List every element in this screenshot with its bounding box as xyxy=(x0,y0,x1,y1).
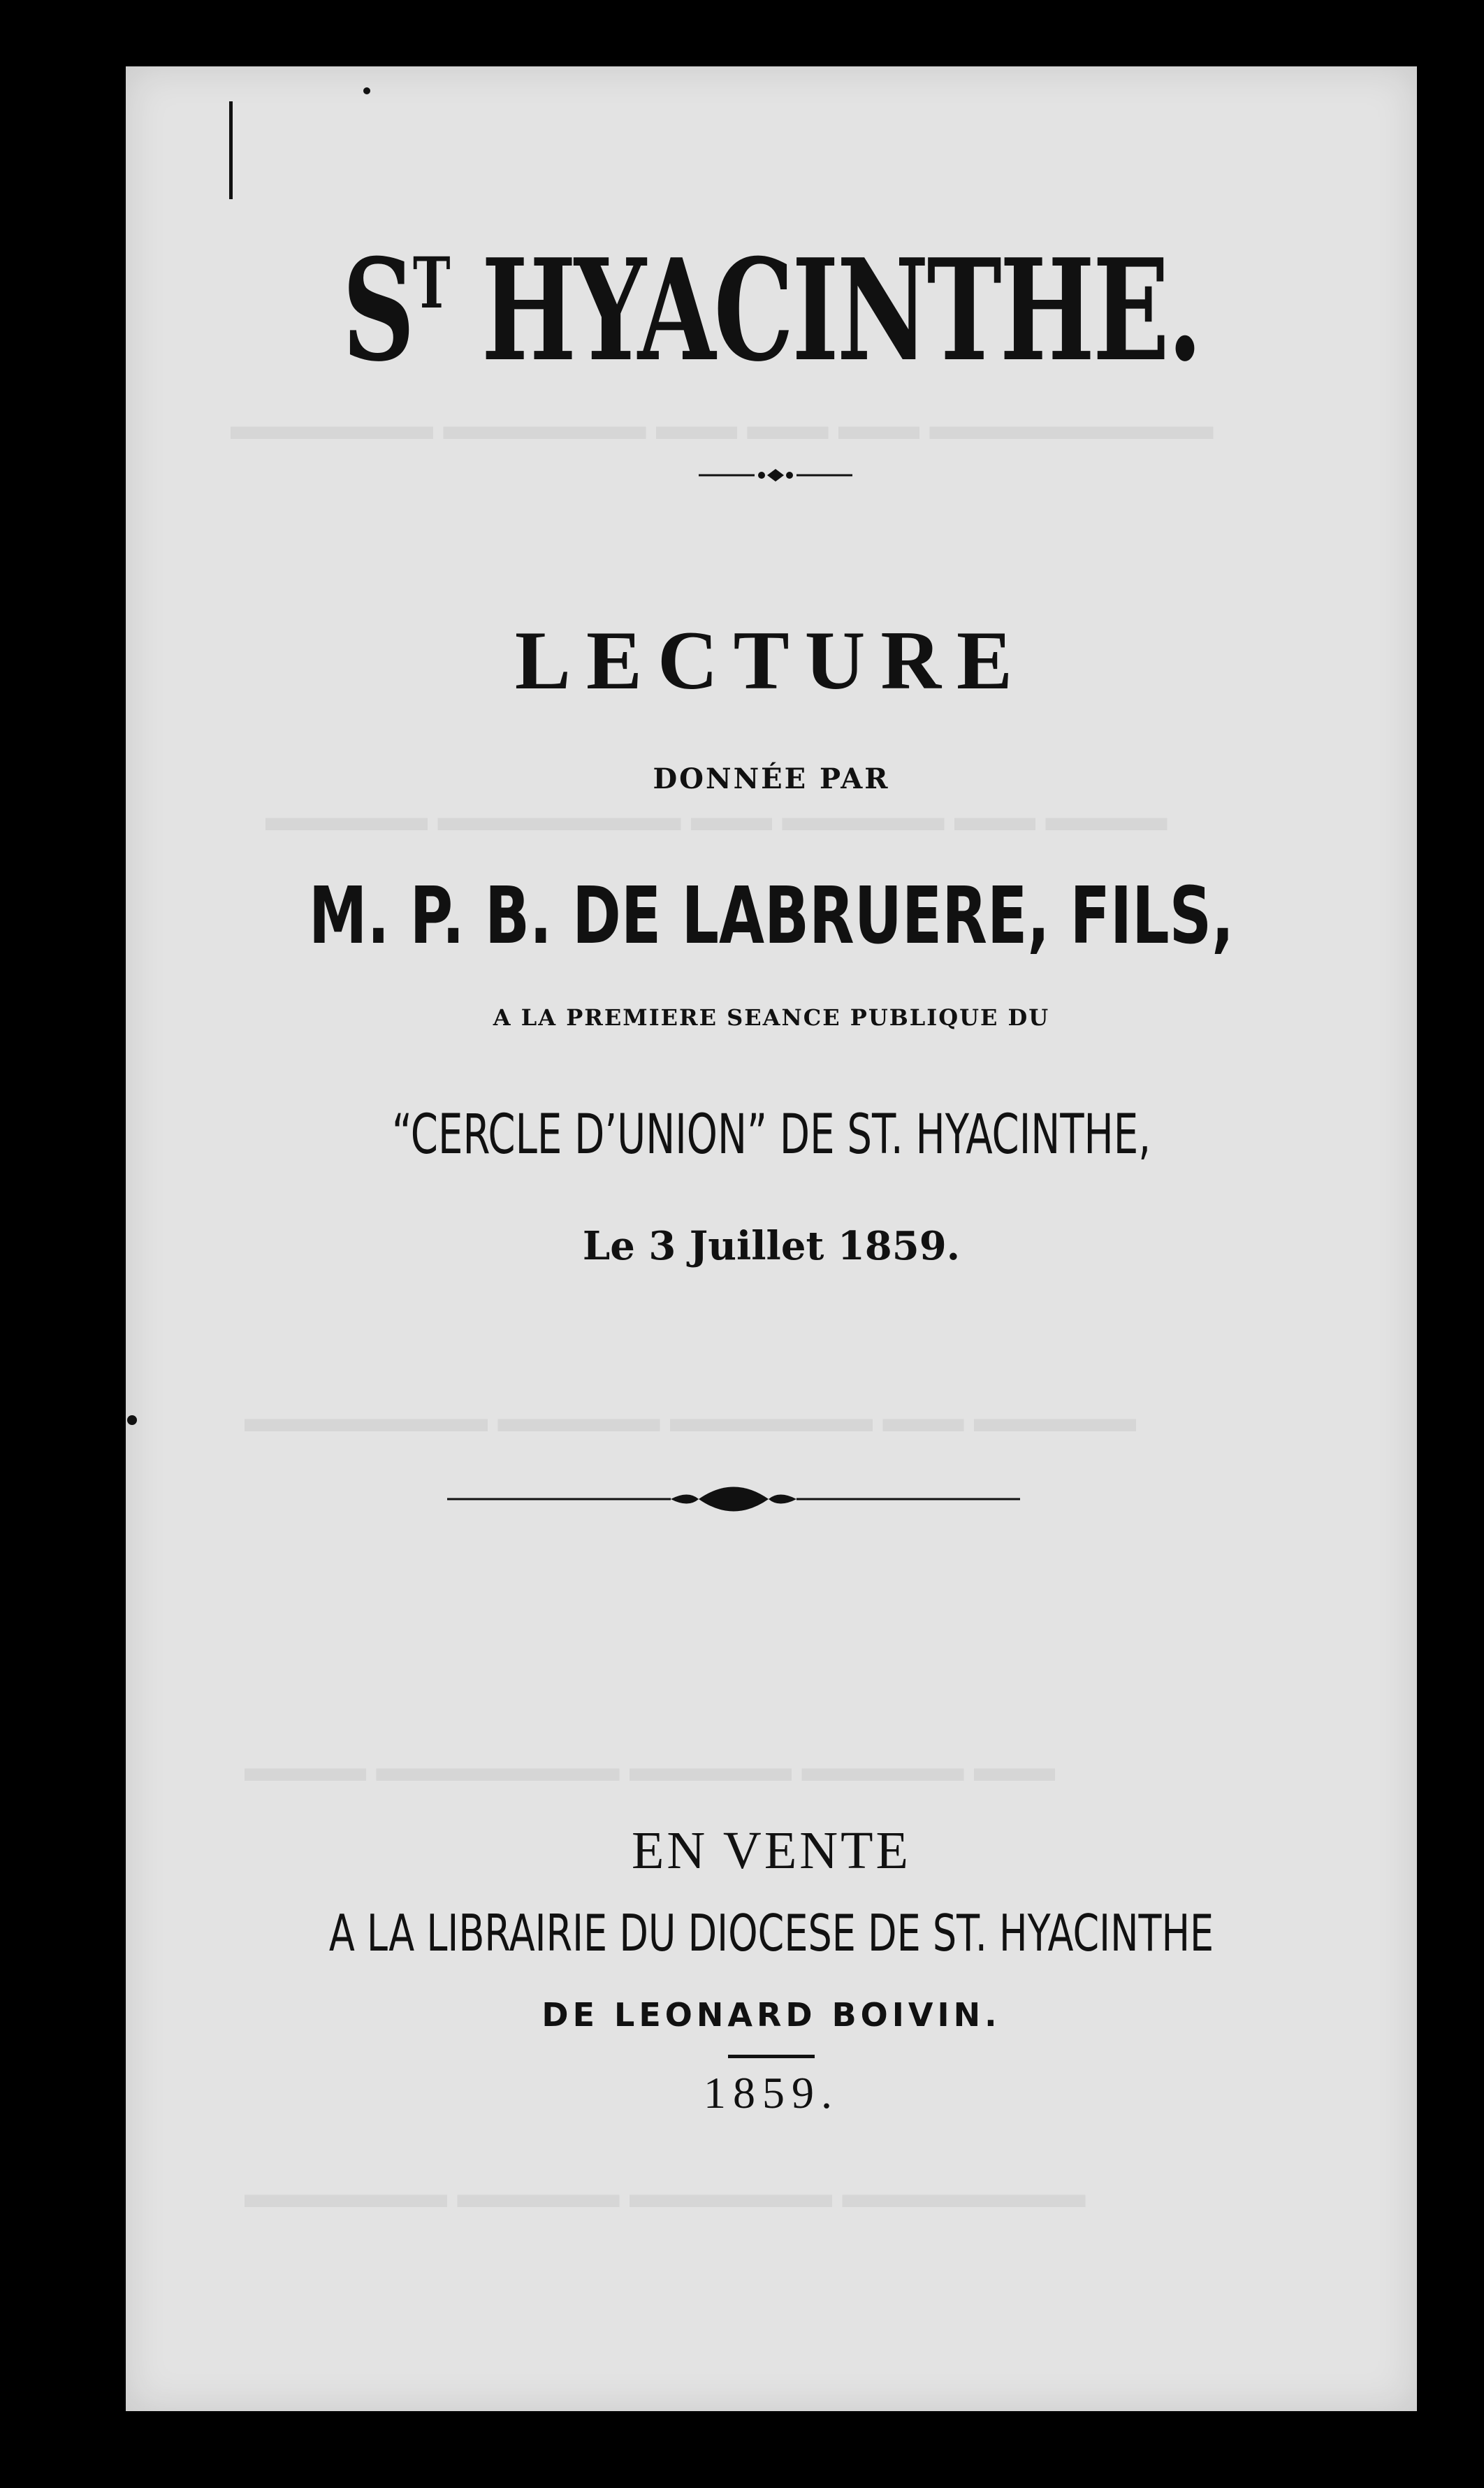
bleed-through-texture: ▬▬▬ ▬▬▬▬▬▬ ▬▬▬▬ ▬▬▬▬ ▬▬ xyxy=(245,1744,1055,1790)
lecture-date: Le 3 Juillet 1859. xyxy=(582,1223,961,1269)
sale-heading: EN VENTE xyxy=(632,1821,911,1880)
scan-speck xyxy=(363,87,370,94)
bleed-through-texture: ▬▬▬▬▬ ▬▬▬▬▬ ▬▬ ▬▬ ▬▬ ▬▬▬▬▬▬▬ xyxy=(231,403,1214,448)
bleed-through-texture: ▬▬▬▬▬ ▬▬▬▬ ▬▬▬▬▬ ▬▬▬▬▬▬ xyxy=(245,2171,1086,2216)
scan-speck xyxy=(229,101,233,199)
bleed-through-texture: ▬▬▬▬ ▬▬▬▬▬▬ ▬▬ ▬▬▬▬ ▬▬ ▬▬▬ xyxy=(265,794,1167,839)
publisher-name: DE LEONARD BOIVIN. xyxy=(541,1996,1001,2034)
lecture-heading: LECTURE xyxy=(514,614,1028,707)
bleed-through-texture: ▬▬▬▬▬▬ ▬▬▬▬ ▬▬▬▬▬ ▬▬ ▬▬▬▬ xyxy=(245,1395,1136,1440)
document-page xyxy=(126,66,1417,2411)
scan-speck xyxy=(127,1415,137,1425)
publication-year: 1859. xyxy=(704,2068,839,2118)
occasion-text: A LA PREMIERE SEANCE PUBLIQUE DU xyxy=(493,1004,1050,1031)
bookshop-line: A LA LIBRAIRIE DU DIOCESE DE ST. HYACINTHE xyxy=(328,1904,1214,1962)
byline-intro: DONNÉE PAR xyxy=(653,762,890,795)
short-diamond-rule-ornament xyxy=(699,465,852,486)
page-title: $S^T$ HYACINTHE. xyxy=(342,229,1201,393)
long-leaf-rule-ornament xyxy=(447,1475,1020,1524)
author-name: M. P. B. DE LABRUERE, FILS, xyxy=(308,871,1235,962)
short-rule-divider xyxy=(728,2055,815,2058)
society-name: “CERCLE D’UNION” DE ST. HYACINTHE, xyxy=(391,1104,1151,1166)
